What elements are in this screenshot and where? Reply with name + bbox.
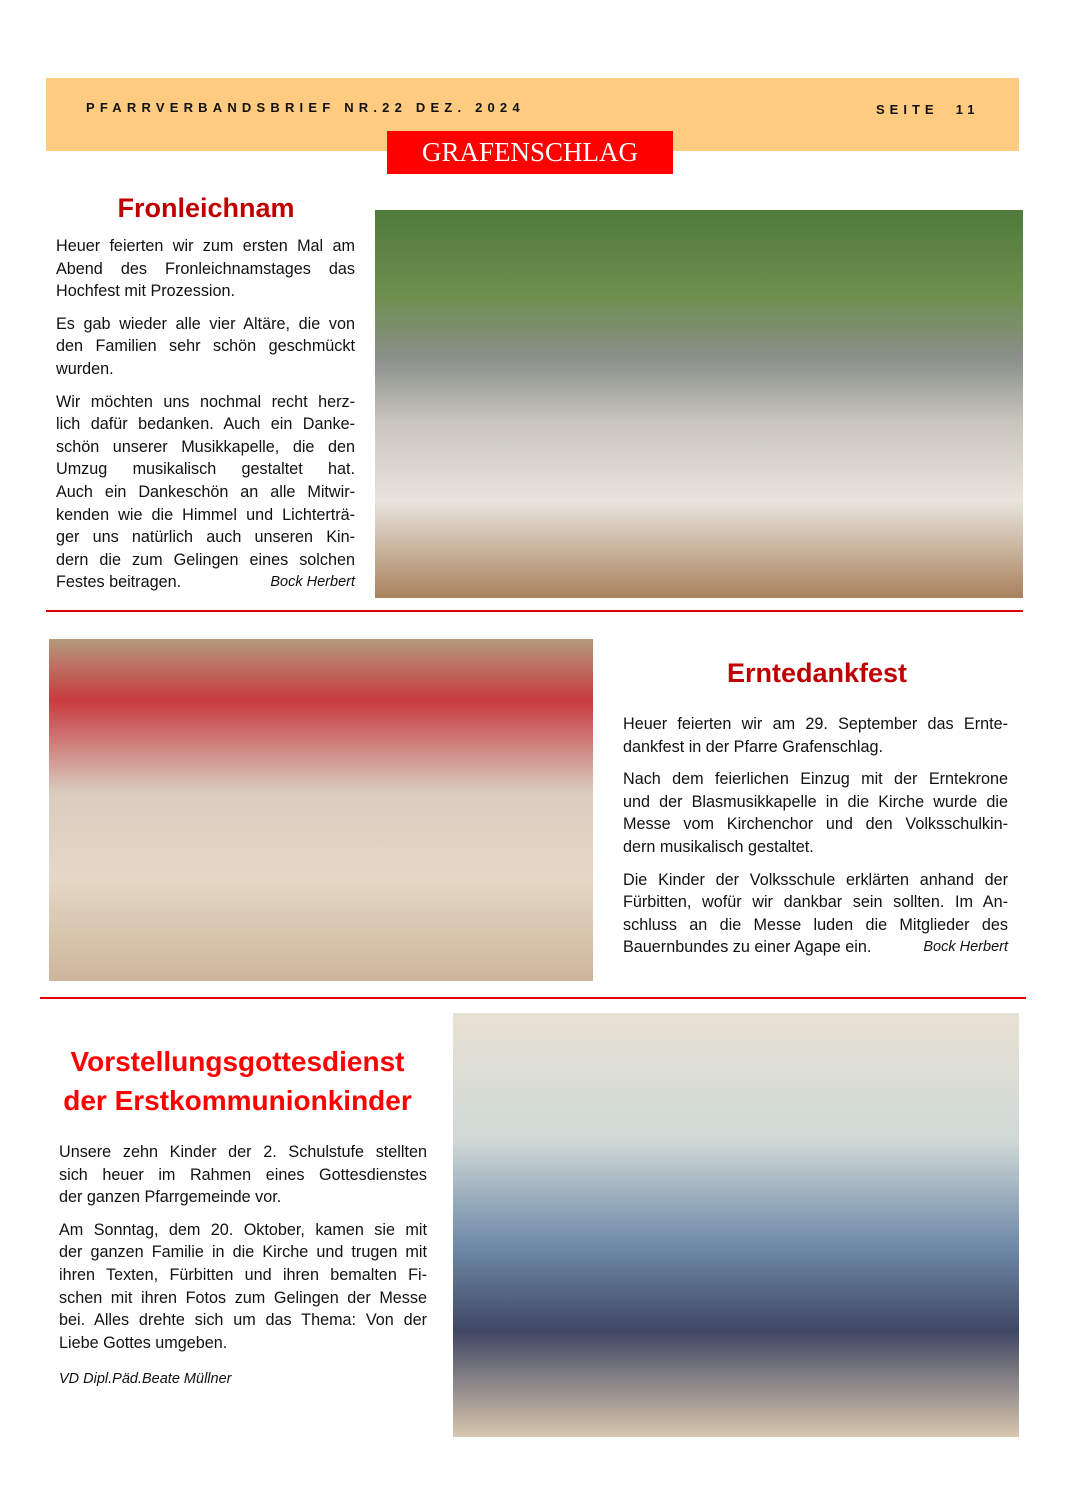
text-line: Heuer feierten wir am 29. September das Ernte- [623, 715, 1008, 733]
text-line: Hochfest mit Prozession. [56, 282, 236, 301]
text-line: sich heuer im Rahmen eines Gottesdienstes [59, 1165, 427, 1184]
text-line: der ganzen Familie in die Kirche und trugen mit [59, 1243, 427, 1262]
text-line: Heuer feierten wir zum ersten Mal am [56, 237, 355, 255]
paragraph [623, 713, 1008, 758]
text-line: Messe vom Kirchenchor und den Volksschulkin- [623, 815, 1008, 834]
text-line: Umzug musikalisch gestaltet hat. [56, 460, 355, 479]
paragraph [623, 768, 1008, 858]
text-line: der ganzen Pfarrgemeinde vor. [59, 1188, 282, 1207]
text-line [623, 936, 1008, 959]
divider [46, 610, 1023, 612]
text-line: kenden wie die Himmel und Lichterträ- [56, 505, 355, 524]
text-line: Unsere zehn Kinder der 2. Schulstufe stellten [59, 1143, 427, 1161]
text: Festes beitragen. [56, 573, 182, 592]
text-line: schön unserer Musikkapelle, die den [56, 437, 355, 456]
article-body-erstkommunion [59, 1141, 427, 1391]
paragraph [623, 869, 1008, 959]
page-number: SEITE 11 [876, 102, 980, 117]
text-line: Wir möchten uns nochmal recht herz- [56, 392, 355, 411]
paragraph [59, 1141, 427, 1209]
text-line: Auch ein Dankeschön an alle Mitwir- [56, 482, 355, 501]
divider [40, 997, 1026, 999]
paragraph [56, 391, 355, 594]
text-line: Fürbitten, wofür wir dankbar sein sollten. Im An- [623, 893, 1008, 912]
text-line: Liebe Gottes umgeben. [59, 1333, 228, 1352]
text-line: lich dafür bedanken. Auch ein Danke- [56, 415, 355, 434]
text-line: dern die zum Gelingen eines solchen [56, 550, 355, 569]
text-line: dern musikalisch gestaltet. [623, 837, 814, 856]
publication-title: PFARRVERBANDSBRIEF NR.22 DEZ. 2024 [86, 100, 525, 115]
article-title-erstkommunion [50, 1042, 425, 1120]
text-line: dankfest in der Pfarre Grafenschlag. [623, 737, 884, 756]
photo-harvest-altar [49, 639, 593, 981]
text-line: bei. Alles drehte sich um das Thema: Von der [59, 1311, 427, 1330]
photo-procession [375, 210, 1023, 598]
paragraph [56, 313, 355, 381]
text-line: Es gab wieder alle vier Altäre, die von [56, 314, 355, 333]
text-line: Abend des Fronleichnamstages das [56, 259, 355, 278]
text-line: Nach dem feierlichen Einzug mit der Erntekrone [623, 770, 1008, 789]
text-line: wurden. [56, 359, 114, 378]
article-title-erntedankfest: Erntedankfest [726, 658, 908, 688]
author-signature: Bock Herbert [270, 574, 355, 591]
text-line: ger uns natürlich auch unseren Kin- [56, 528, 355, 547]
article-title-fronleichnam: Fronleichnam [117, 193, 295, 223]
author-signature: Bock Herbert [923, 939, 1008, 956]
text-line: ihren Texten, Fürbitten und ihren bemalten Fi- [59, 1265, 427, 1284]
text: Bauernbundes zu einer Agape ein. [623, 938, 872, 957]
text-line: schen mit ihren Fotos zum Gelingen der Messe [59, 1288, 427, 1307]
text-line: schluss an die Messe luden die Mitglieder des [623, 915, 1008, 934]
title-line: Vorstellungsgottesdienst [70, 1046, 405, 1077]
paragraph [56, 235, 355, 303]
text-line [56, 571, 355, 594]
section-title: GRAFENSCHLAG [387, 131, 673, 174]
text-line: Am Sonntag, dem 20. Oktober, kamen sie mit [59, 1220, 427, 1239]
text-line: Die Kinder der Volksschule erklärten anhand der [623, 870, 1008, 889]
photo-communion-children [453, 1013, 1019, 1437]
article-body-fronleichnam [56, 235, 355, 604]
paragraph [59, 1219, 427, 1355]
text-line: und der Blasmusikkapelle in die Kirche wurde die [623, 792, 1008, 811]
author-signature: VD Dipl.Päd.Beate Müllner [59, 1371, 232, 1388]
text-line: den Familien sehr schön geschmückt [56, 337, 355, 356]
title-line: der Erstkommunionkinder [63, 1085, 412, 1116]
article-body-erntedankfest [623, 713, 1008, 969]
